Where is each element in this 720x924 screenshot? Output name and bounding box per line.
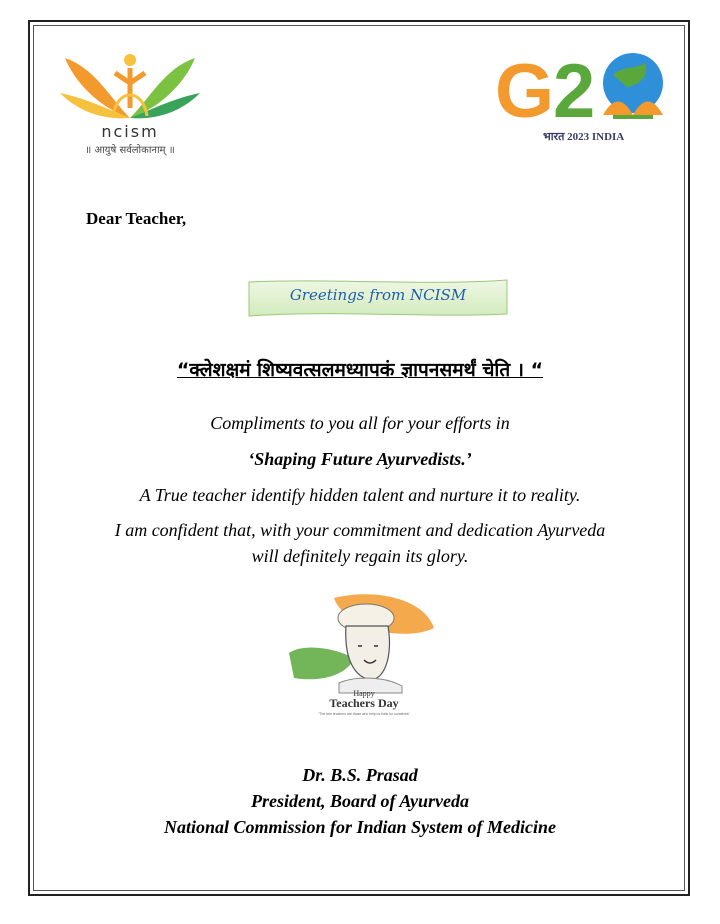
- ncism-lotus-icon: [55, 38, 205, 128]
- body-line-3: A True teacher identify hidden talent and nurture it to reality.: [139, 485, 581, 505]
- body-line-5: will definitely regain its glory.: [251, 546, 469, 566]
- signatory-title: President, Board of Ayurveda: [251, 791, 469, 811]
- teachers-day-illustration: [284, 588, 444, 720]
- banner-text: Greetings from NCISM: [289, 286, 467, 304]
- teachers-day-happy: Happy: [353, 689, 375, 698]
- signatory-organisation: National Commission for Indian System of Medicine: [163, 817, 557, 837]
- ncism-logo-word: ncism: [101, 122, 159, 141]
- sanskrit-quote: “क्लेशक्षमं शिष्यवत्सलमध्यापकं ज्ञापनसमर्थं चेति । “: [176, 359, 544, 381]
- svg-text:G: G: [495, 49, 555, 130]
- ncism-logo: [55, 38, 215, 163]
- svg-text:2: 2: [553, 49, 596, 130]
- g20-logo: [495, 45, 675, 150]
- teachers-day-title: Teachers Day: [329, 696, 399, 710]
- body-line-1: Compliments to you all for your efforts in: [210, 413, 510, 433]
- g20-emblem-icon: [495, 45, 675, 130]
- greeting-banner: [247, 278, 509, 318]
- signatory-name: Dr. B.S. Prasad: [302, 765, 418, 785]
- teacher-portrait-icon: [284, 588, 444, 720]
- salutation: Dear Teacher,: [86, 209, 187, 228]
- teachers-day-quote: "The true teachers are those who help us think for ourselves": [318, 712, 410, 716]
- g20-tagline: भारत 2023 INDIA: [543, 131, 625, 143]
- ncism-tagline: ॥ आयुषे सर्वलोकानाम् ॥: [85, 145, 175, 156]
- body-line-4: I am confident that, with your commitment and dedication Ayurveda: [114, 520, 606, 540]
- body-line-2: ‘Shaping Future Ayurvedists.’: [248, 449, 472, 469]
